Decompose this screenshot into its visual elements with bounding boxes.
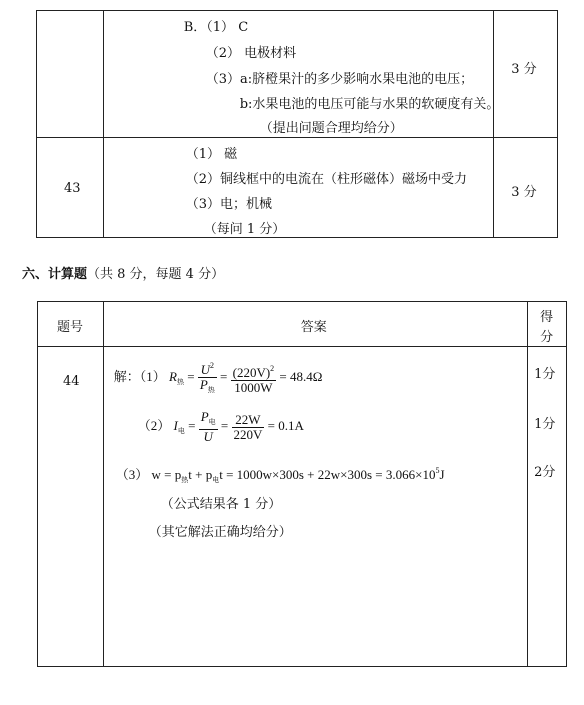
header-answer: 答案 (300, 320, 327, 335)
q1-frac1-den-sub: 热 (207, 386, 215, 394)
q1-frac2-num: (220V) (232, 364, 271, 380)
q1-frac2-sup: 2 (270, 363, 275, 373)
section-heading (22, 263, 224, 282)
row2-number-cell (37, 138, 104, 238)
header-score-cell (528, 302, 567, 347)
q2-frac1-num: P (200, 409, 209, 425)
row1-line-3: （3）a:脐橙果汁的多少影响水果电池的电压； (205, 72, 474, 87)
q44-score-cell (528, 347, 567, 667)
row2-line-2: （2）铜线框中的电流在（柱形磁体）磁场中受力 (185, 172, 468, 187)
q3-sub-1: 热 (181, 476, 189, 484)
row1-line-2: （2） 电极材料 (205, 46, 297, 61)
q44-score-1: 1分 (534, 367, 556, 382)
row1-number-cell (37, 11, 104, 138)
q3-part-1: w = p (151, 467, 182, 482)
q2-formula: （2） $I_电$ = $\frac{P_电}{U}$ = $\frac{22W}{220V}$ = 0.1A (137, 409, 304, 445)
header-number: 题号 (57, 320, 84, 335)
row2-number: 43 (64, 181, 81, 196)
q2-frac-1 (199, 410, 218, 444)
q1-frac1-num: U (200, 362, 210, 377)
row1-answer-cell (103, 11, 500, 138)
q3-formula (116, 459, 445, 492)
q3-unit: J (439, 467, 445, 482)
q3-part-3: t = 1000w×300s + 22w×300s = 3.066×10 (219, 467, 436, 482)
row2-line-3: （3）电；机械 (185, 197, 273, 212)
row1-line-5: （提出问题合理均给分） (259, 121, 403, 136)
q3-label: （3） (115, 467, 149, 482)
q1-frac2-den: 1000W (234, 379, 273, 395)
q1-frac1-sup: 2 (209, 361, 214, 370)
q44-answer-cell (103, 347, 527, 667)
q44-score-3: 2分 (534, 465, 556, 480)
q1-R-sub: 热 (176, 377, 184, 386)
q44-score-2: 1分 (534, 417, 556, 432)
q2-frac1-num-sub: 电 (208, 418, 216, 427)
row1-line-4: b:水果电池的电压可能与水果的软硬度有关。 (239, 97, 500, 112)
q44-number: 44 (63, 374, 80, 389)
q3-exponent: 5 (435, 466, 440, 475)
row2-answer-cell (103, 138, 493, 238)
header-score-bottom: 分 (540, 330, 554, 345)
q2-frac1-den: U (203, 429, 213, 445)
q1-result: = 48.4Ω (279, 368, 323, 384)
q1-label: 解：（1） (113, 368, 166, 384)
q1-formula: 解：（1） $R_热$ = $\frac{U^2}{P_热}$ = $\frac{(220V)^2}{1000W}$ = 48.4Ω (114, 359, 323, 399)
q1-frac-2 (231, 362, 277, 395)
top-answer-table (36, 10, 558, 238)
q2-I: I (173, 418, 178, 433)
header-answer-cell (103, 302, 527, 347)
q3-sub-2: 电 (212, 476, 220, 484)
q1-frac1-den: P (199, 377, 208, 392)
q2-label: （2） (137, 418, 171, 433)
row2-line-1: （1） 磁 (185, 147, 238, 162)
q44-number-cell (38, 347, 104, 667)
q1-frac-1 (198, 359, 217, 397)
header-number-cell (38, 302, 104, 347)
q2-frac-2 (232, 413, 265, 442)
row1-line-1: B．（1） C (183, 20, 249, 35)
row1-score-cell (494, 11, 558, 138)
calc-table (37, 301, 567, 667)
q2-frac2-num: 22W (232, 413, 265, 428)
q1-R: R (169, 368, 177, 384)
row2-score-cell (494, 138, 558, 238)
q3-part-2: t + p (188, 467, 213, 482)
row2-score: 3 分 (511, 185, 537, 200)
section-title: 六、计算题 (22, 267, 88, 282)
header-score-top: 得 (540, 310, 554, 325)
section-note: （共 8 分，每题 4 分） (87, 267, 225, 282)
q2-I-sub: 电 (177, 427, 185, 435)
row2-line-4: （每问 1 分） (203, 222, 286, 237)
row1-score: 3 分 (511, 62, 537, 77)
q2-result: = 0.1A (267, 418, 304, 433)
q44-note-1: （公式结果各 1 分） (160, 497, 282, 512)
q2-frac2-den: 220V (233, 426, 263, 442)
q44-note-2: （其它解法正确均给分） (148, 525, 292, 540)
